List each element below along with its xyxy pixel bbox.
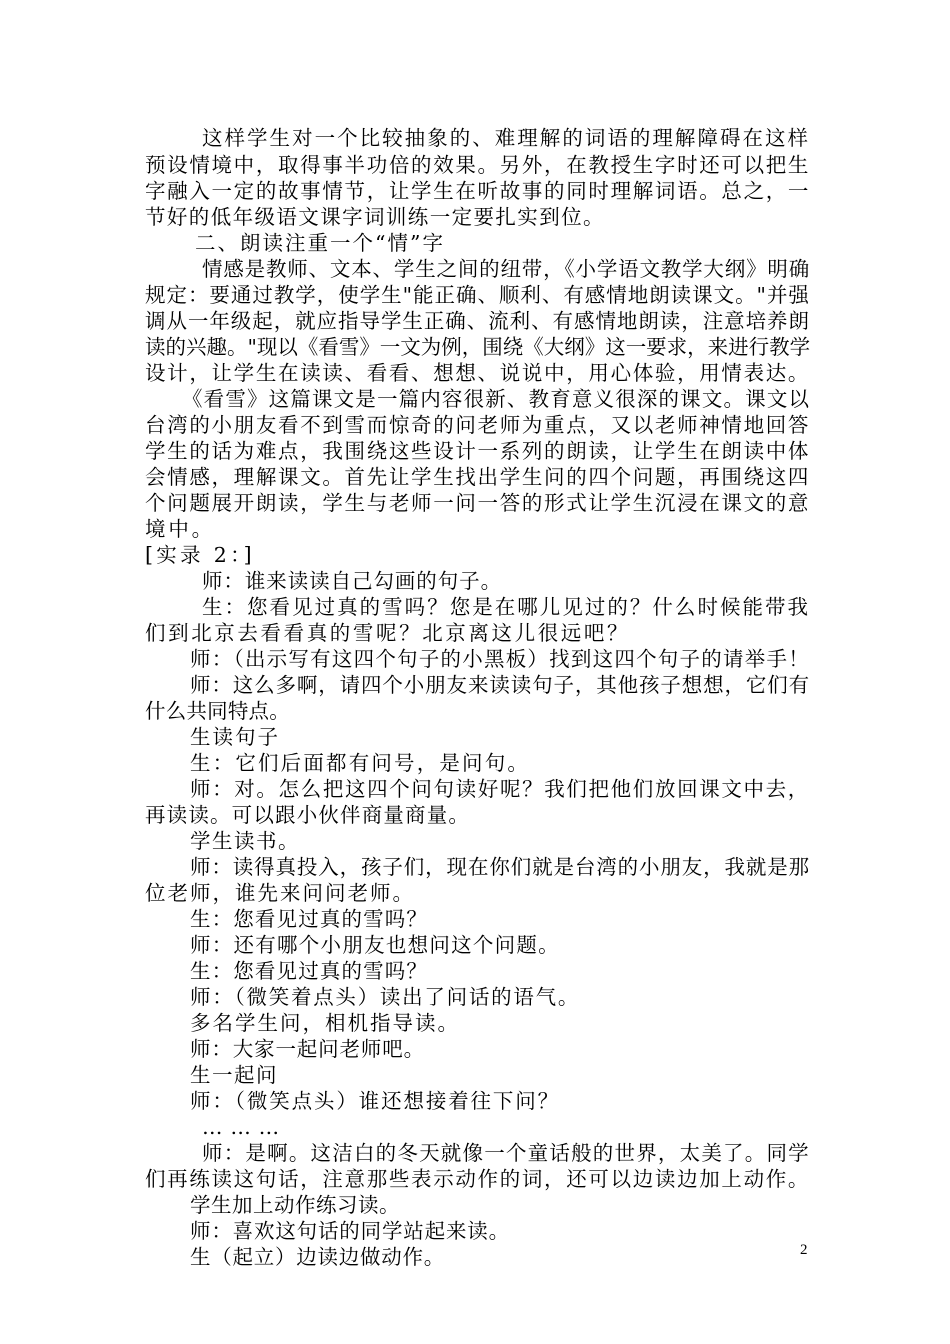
- dialogue-line: 学生加上动作练习读。: [190, 1193, 400, 1217]
- dialogue-line: 什么共同特点。: [145, 699, 290, 723]
- dialogue-line: 学生读书。: [190, 829, 300, 853]
- dialogue-line: 师：喜欢这句话的同学站起来读。: [190, 1219, 510, 1243]
- dialogue-line: 师：对。怎么把这四个问句读好呢？我们把他们放回课文中去，: [190, 777, 810, 801]
- paragraph-line: 台湾的小朋友看不到雪而惊奇的问老师为重点，又以老师神情地回答: [145, 413, 811, 437]
- dialogue-line: 师：读得真投入，孩子们，现在你们就是台湾的小朋友，我就是那: [190, 855, 811, 879]
- paragraph-line: 情感是教师、文本、学生之间的纽带，《小学语文教学大纲》明确: [202, 257, 811, 281]
- dialogue-line: 师：还有哪个小朋友也想问这个问题。: [190, 933, 560, 957]
- paragraph-line: 《看雪》这篇课文是一篇内容很新、教育意义很深的课文。课文以: [182, 387, 811, 411]
- dialogue-line: 多名学生问，相机指导读。: [190, 1011, 460, 1035]
- paragraph-line: 节好的低年级语文课字词训练一定要扎实到位。: [145, 205, 605, 229]
- dialogue-line: 们再练读这句话，注意那些表示动作的词，还可以边读边加上动作。: [145, 1167, 811, 1191]
- paragraph-line: 调从一年级起，就应指导学生正确、流利、有感情地朗读，注意培养朗: [145, 309, 810, 333]
- dialogue-line: 师：这么多啊，请四个小朋友来读读句子，其他孩子想想，它们有: [190, 673, 811, 697]
- dialogue-line: 生（起立）边读边做动作。: [190, 1245, 445, 1269]
- paragraph-line: 个问题展开朗读，学生与老师一问一答的形式让学生沉浸在课文的意: [145, 491, 811, 515]
- dialogue-line: 位老师，谁先来问问老师。: [145, 881, 415, 905]
- paragraph-line: 学生的话为难点，我围绕这些设计一系列的朗读，让学生在朗读中体: [145, 439, 811, 463]
- dialogue-line: 们到北京去看看真的雪呢？北京离这儿很远吧？: [145, 621, 631, 645]
- paragraph-line: 读的兴趣。"现以《看雪》一文为例，围绕《大纲》这一要求，来进行教学: [145, 335, 811, 359]
- paragraph-line: 预设情境中，取得事半功倍的效果。另外，在教授生字时还可以把生: [145, 153, 811, 177]
- record-label: [实录 2：]: [145, 543, 255, 567]
- paragraph-line: 境中。: [145, 517, 215, 541]
- dialogue-line: 师：谁来读读自己勾画的句子。: [202, 569, 503, 593]
- dialogue-line: 生：您看见过真的雪吗？: [190, 959, 429, 983]
- paragraph-line: 字融入一定的故事情节，让学生在听故事的同时理解词语。总之，一: [145, 179, 811, 203]
- dialogue-line: 生：它们后面都有问号，是问句。: [190, 751, 531, 775]
- page-number: 2: [800, 1242, 808, 1258]
- paragraph-line: 规定：要通过教学，使学生"能正确、顺利、有感情地朗读课文。"并强: [145, 283, 810, 307]
- dialogue-line: 师：（微笑着点头）读出了问话的语气。: [190, 985, 581, 1009]
- paragraph-line: 会情感，理解课文。首先让学生找出学生问的四个问题，再围绕这四: [145, 465, 811, 489]
- dialogue-line: 再读读。可以跟小伙伴商量商量。: [145, 803, 471, 827]
- dialogue-line: 师：是啊。这洁白的冬天就像一个童话般的世界，太美了。同学: [202, 1141, 810, 1165]
- dialogue-line: 生：您看见过真的雪吗？: [190, 907, 429, 931]
- dialogue-line: 师：大家一起问老师吧。: [190, 1037, 425, 1061]
- paragraph-line: 设计，让学生在读读、看看、想想、说说中，用心体验，用情表达。: [145, 361, 811, 385]
- paragraph-line: 这样学生对一个比较抽象的、难理解的词语的理解障碍在这样: [202, 126, 811, 150]
- dialogue-line: 师：（出示写有这四个句子的小黑板）找到这四个句子的请举手！: [190, 647, 810, 671]
- dialogue-line: 生读句子: [190, 725, 280, 749]
- dialogue-line: 师：（微笑点头）谁还想接着往下问？: [190, 1089, 561, 1113]
- dialogue-line: 生：您看见过真的雪吗？您是在哪儿见过的？什么时候能带我: [202, 595, 811, 619]
- dialogue-line: 生一起问: [190, 1063, 278, 1087]
- ellipsis: ………: [202, 1115, 287, 1139]
- section-heading: 二、朗读注重一个“情”字: [195, 231, 445, 255]
